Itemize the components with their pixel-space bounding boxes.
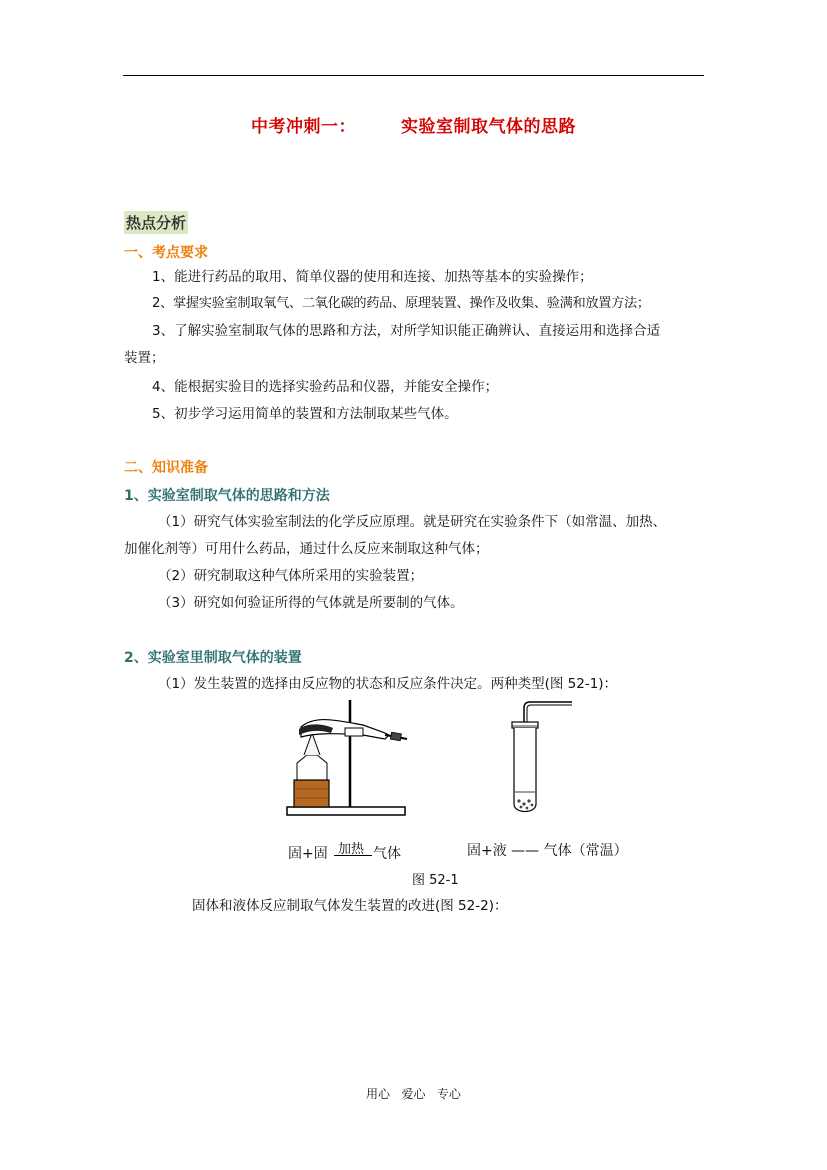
- method-line-1: （1）研究气体实验室制法的化学反应原理。就是研究在实验条件下（如常温、加热、: [158, 514, 667, 530]
- requirement-item-1: 1、能进行药品的取用、简单仪器的使用和连接、加热等基本的实验操作；: [152, 269, 593, 285]
- solid-liquid-apparatus-figure: [500, 700, 580, 820]
- section2-heading: 二、知识准备: [124, 460, 208, 476]
- requirement-item-3-cont: 装置；: [124, 350, 165, 366]
- stand-base: [287, 807, 405, 815]
- page-title: 中考冲刺一： 实验室制取气体的思路: [251, 117, 576, 137]
- apparatus-line-2: 固体和液体反应制取气体发生装置的改进(图 52-2)：: [192, 898, 508, 914]
- subsection2-heading: 2、实验室里制取气体的装置: [124, 650, 302, 666]
- alcohol-lamp: [297, 755, 327, 780]
- left-figure-label-b: 气体: [373, 846, 401, 862]
- figure-caption: 图 52-1: [412, 873, 459, 888]
- requirement-item-2: 2、掌握实验室制取氧气、二氧化碳的药品、原理装置、操作及收集、验满和放置方法；: [152, 296, 650, 311]
- header-rule: [123, 75, 704, 76]
- page-footer: 用心 爱心 专心: [366, 1087, 461, 1101]
- requirement-item-3: 3、了解实验室制取气体的思路和方法，对所学知识能正确辨认、直接运用和选择合适: [152, 323, 661, 339]
- requirement-item-4: 4、能根据实验目的选择实验药品和仪器，并能安全操作；: [152, 379, 499, 395]
- left-figure-condition: 加热: [338, 842, 365, 857]
- solid-solid-heating-apparatus-figure: [285, 695, 425, 820]
- subsection1-heading: 1、实验室制取气体的思路和方法: [124, 488, 330, 504]
- clamp: [345, 728, 363, 736]
- test-tube: [514, 728, 536, 812]
- apparatus-line-1: （1）发生装置的选择由反应物的状态和反应条件决定。两种类型(图 52-1)：: [158, 676, 618, 692]
- left-figure-label-a: 固+固: [288, 846, 328, 862]
- section-hot-label: 热点分析: [124, 211, 188, 234]
- left-figure-arrow-line: [334, 855, 372, 856]
- wooden-block: [294, 780, 329, 807]
- right-figure-label: 固+液 —— 气体（常温）: [467, 843, 628, 859]
- method-line-2: （2）研究制取这种气体所采用的实验装置；: [158, 568, 424, 584]
- section1-heading: 一、考点要求: [124, 245, 208, 261]
- requirement-item-5: 5、初步学习运用简单的装置和方法制取某些气体。: [152, 406, 458, 422]
- method-line-1-cont: 加催化剂等）可用什么药品，通过什么反应来制取这种气体；: [124, 541, 489, 557]
- method-line-3: （3）研究如何验证所得的气体就是所要制的气体。: [158, 595, 464, 611]
- stopper: [512, 722, 538, 728]
